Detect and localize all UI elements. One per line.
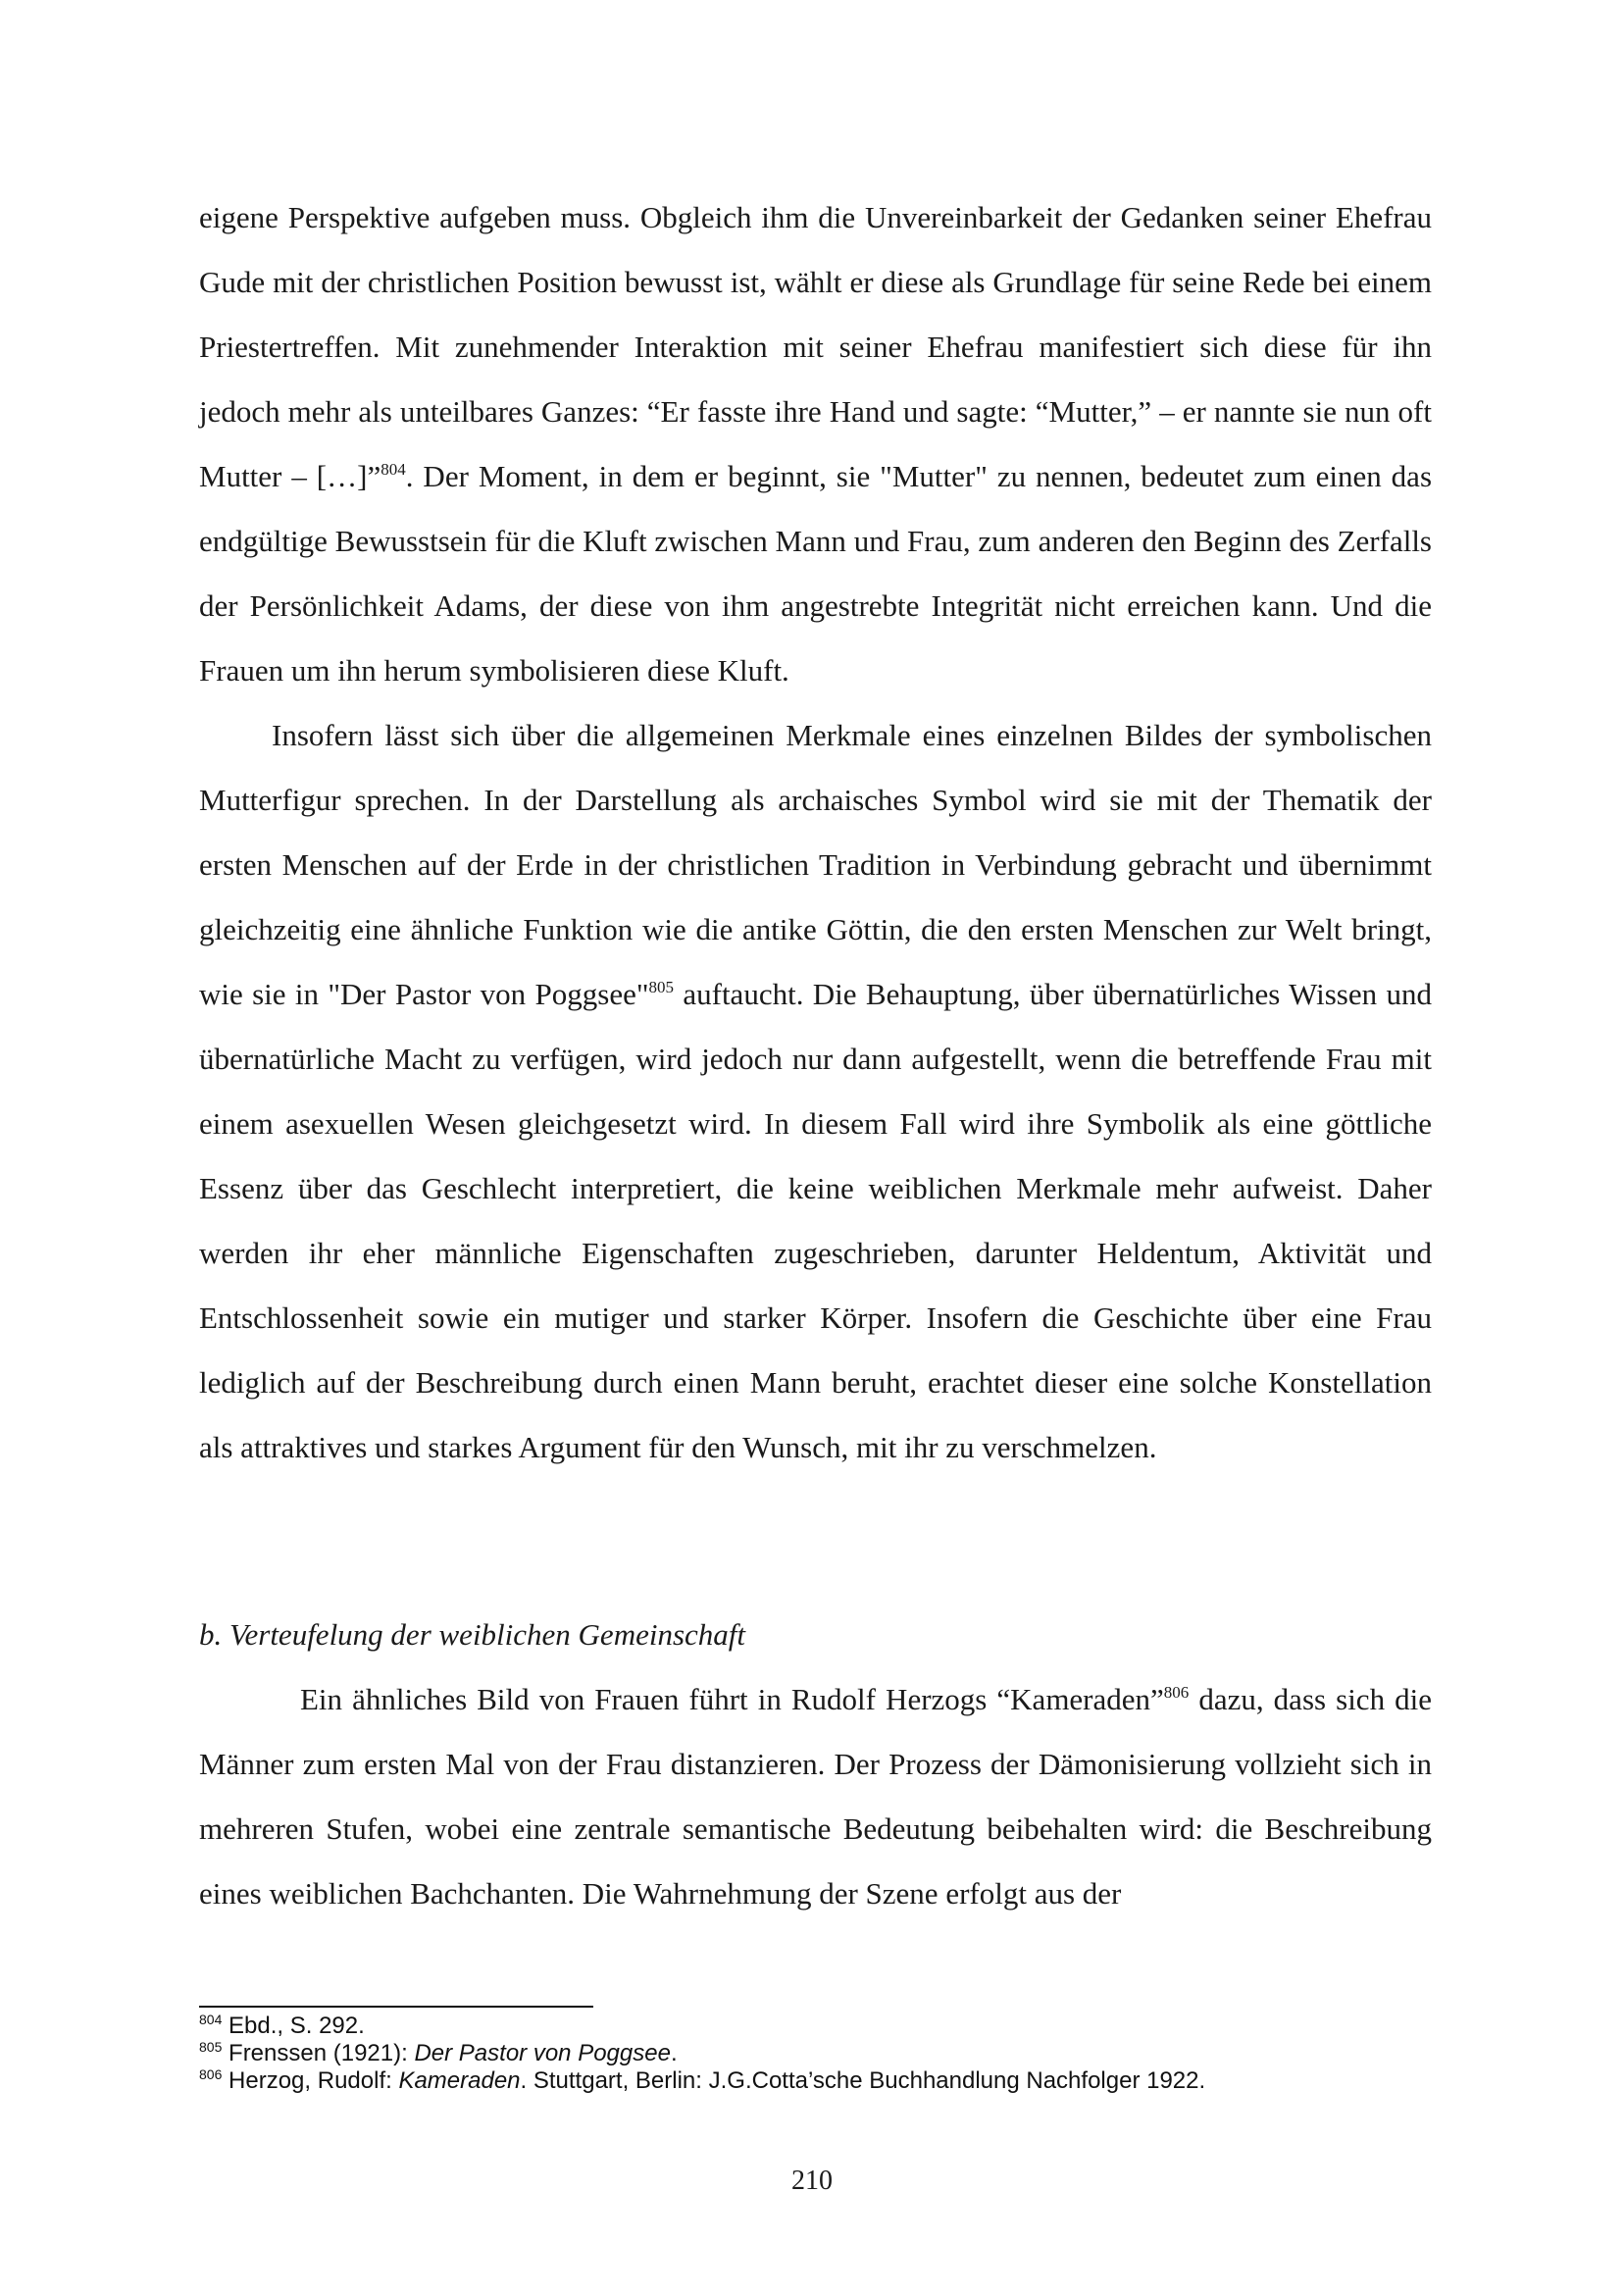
footnotes bbox=[199, 2013, 1435, 2095]
footnote-ref-806[interactable]: 806 bbox=[1163, 1683, 1190, 1702]
footnote-ref-804[interactable]: 804 bbox=[381, 460, 406, 479]
footnote-805 bbox=[199, 2040, 1435, 2067]
paragraph-text: auftaucht. Die Behauptung, über übernatürliches Wissen und übernatürliche Macht zu verfügen, wird jedoch nur dann aufgestellt, wenn die betreffende Frau mit einem asexuellen Wesen gleichgesetzt wird. In diesem Fall wird ihre Symbolik als eine göttliche Essenz über das Geschlecht interpretiert, die keine weiblichen Merkmale mehr aufweist. Daher werden ihr eher männliche Eigenschaften zugeschrieben, darunter Heldentum, Aktivität und Entschlossenheit sowie ein mutiger und starker Körper. Insofern die Geschichte über eine Frau lediglich auf der Beschreibung durch einen Mann beruht, erachtet dieser eine solche Konstellation als attraktives und starkes Argument für den Wunsch, mit ihr zu verschmelzen. bbox=[199, 977, 1432, 1464]
footnote-number: 806 bbox=[199, 2066, 223, 2082]
footnote-text: . bbox=[670, 2040, 678, 2066]
footnote-ref-805[interactable]: 805 bbox=[648, 978, 675, 996]
paragraph-text: Ein ähnliches Bild von Frauen führt in Rudolf Herzogs “Kameraden” bbox=[300, 1682, 1164, 1716]
footnote-804 bbox=[199, 2013, 1435, 2040]
footnote-text: . Stuttgart, Berlin: J.G.Cotta’sche Buchhandlung Nachfolger 1922. bbox=[520, 2067, 1206, 2094]
footnote-title: Der Pastor von Poggsee bbox=[414, 2040, 671, 2066]
footnote-text: Ebd., S. 292. bbox=[222, 2013, 365, 2039]
body-paragraph-1 bbox=[199, 185, 1432, 703]
footnote-text: Frenssen (1921): bbox=[222, 2040, 415, 2066]
footnote-806 bbox=[199, 2067, 1435, 2095]
paragraph-text: . Der Moment, in dem er beginnt, sie "Mutter" zu nennen, bedeutet zum einen das endgültige Bewusstsein für die Kluft zwischen Mann und Frau, zum anderen den Beginn des Zerfalls der Persönlichkeit Adams, der diese von ihm angestrebte Integrität nicht erreichen kann. Und die Frauen um ihn herum symbolisieren diese Kluft. bbox=[199, 459, 1433, 688]
paragraph-text: dazu, dass sich die Männer zum ersten Mal von der Frau distanzieren. Der Prozess der Dämonisierung vollzieht sich in mehreren Stufen, wobei eine zentrale semantische Bedeutung beibehalten wird: die Beschreibung eines weiblichen Bachchanten. Die Wahrnehmung der Szene erfolgt aus der bbox=[199, 1682, 1432, 1911]
body-paragraph-2 bbox=[199, 703, 1432, 1480]
footnote-number: 805 bbox=[199, 2039, 223, 2055]
footnote-text: Herzog, Rudolf: bbox=[222, 2067, 399, 2094]
paragraph-text: eigene Perspektive aufgeben muss. Obgleich ihm die Unvereinbarkeit der Gedanken seiner Ehefrau Gude mit der christlichen Position bewusst ist, wählt er diese als Grundlage für seine Rede bei einem Priestertreffen. Mit zunehmender Interaktion mit seiner Ehefrau manifestiert sich diese für ihn jedoch mehr als unteilbares Ganzes: “Er fasste ihre Hand und sagte: “Mutter,” – er nannte sie nun oft Mutter – […]” bbox=[199, 200, 1432, 493]
body-paragraph-3 bbox=[199, 1667, 1432, 1926]
page-number: 210 bbox=[791, 2166, 833, 2196]
footnote-title: Kameraden bbox=[398, 2067, 521, 2094]
footnote-number: 804 bbox=[199, 2012, 223, 2027]
paragraph-text: Insofern lässt sich über die allgemeinen Merkmale eines einzelnen Bildes der symbolischen Mutterfigur sprechen. In der Darstellung als archaisches Symbol wird sie mit der Thematik der ersten Menschen auf der Erde in der christlichen Tradition in Verbindung gebracht und übernimmt gleichzeitig eine ähnliche Funktion wie die antike Göttin, die den ersten Menschen zur Welt bringt, wie sie in "Der Pastor von Poggsee" bbox=[199, 718, 1432, 1011]
section-heading: b. Verteufelung der weiblichen Gemeinschaft bbox=[199, 1617, 746, 1652]
footnote-separator bbox=[199, 2006, 593, 2008]
